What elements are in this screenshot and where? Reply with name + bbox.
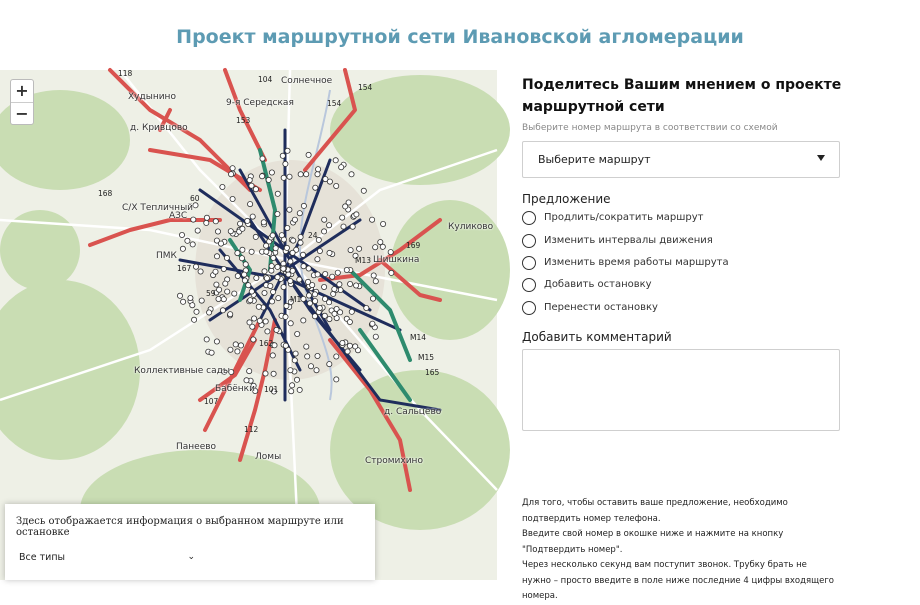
stop-marker[interactable]: [195, 228, 200, 233]
stop-marker[interactable]: [199, 298, 204, 303]
place-label: С/Х Тепличный: [122, 203, 194, 213]
stop-marker[interactable]: [380, 244, 385, 249]
stop-marker[interactable]: [220, 308, 225, 313]
stop-marker[interactable]: [245, 218, 250, 223]
stop-marker[interactable]: [214, 254, 219, 259]
stop-marker[interactable]: [315, 257, 320, 262]
radio-button[interactable]: [522, 278, 536, 292]
stop-marker[interactable]: [233, 342, 238, 347]
info-text: Здесь отображается информация о выбранном маршруте или остановке: [16, 516, 344, 538]
stop-marker[interactable]: [304, 344, 309, 349]
stop-marker[interactable]: [327, 223, 332, 228]
option-label: Изменить интервалы движения: [544, 235, 713, 246]
stop-marker[interactable]: [265, 329, 270, 334]
stop-marker[interactable]: [287, 207, 292, 212]
stop-marker[interactable]: [323, 271, 328, 276]
stop-marker[interactable]: [250, 214, 255, 219]
route-number-label: 154: [327, 99, 342, 108]
radio-button[interactable]: [522, 256, 536, 270]
stop-marker[interactable]: [334, 354, 339, 359]
stop-marker[interactable]: [263, 319, 268, 324]
stop-marker[interactable]: [246, 283, 251, 288]
stop-marker[interactable]: [242, 278, 247, 283]
stop-marker[interactable]: [283, 314, 288, 319]
route-number-label: 101: [264, 385, 279, 394]
stop-marker[interactable]: [289, 389, 294, 394]
stop-marker[interactable]: [292, 217, 297, 222]
stop-marker[interactable]: [221, 266, 226, 271]
stop-marker[interactable]: [327, 362, 332, 367]
stop-marker[interactable]: [193, 203, 198, 208]
stop-marker[interactable]: [297, 387, 302, 392]
route-number-label: 169: [406, 241, 421, 250]
stop-marker[interactable]: [370, 217, 375, 222]
stop-marker[interactable]: [334, 377, 339, 382]
stop-marker[interactable]: [316, 167, 321, 172]
stop-marker[interactable]: [281, 266, 286, 271]
stop-marker[interactable]: [270, 233, 275, 238]
stop-marker[interactable]: [288, 278, 293, 283]
stop-marker[interactable]: [275, 191, 280, 196]
stop-marker[interactable]: [317, 248, 322, 253]
stop-marker[interactable]: [339, 165, 344, 170]
stop-marker[interactable]: [348, 281, 353, 286]
stop-marker[interactable]: [315, 272, 320, 277]
stop-marker[interactable]: [194, 309, 199, 314]
stop-marker[interactable]: [223, 281, 228, 286]
stop-marker[interactable]: [293, 351, 298, 356]
place-label: Куликово: [448, 222, 494, 232]
stop-marker[interactable]: [340, 215, 345, 220]
stop-marker[interactable]: [287, 174, 292, 179]
stop-marker[interactable]: [285, 148, 290, 153]
stop-marker[interactable]: [294, 377, 299, 382]
stop-marker[interactable]: [361, 188, 366, 193]
stop-marker[interactable]: [252, 316, 257, 321]
place-label: д. Кривцово: [130, 123, 188, 133]
stop-marker[interactable]: [327, 250, 332, 255]
stop-marker[interactable]: [314, 368, 319, 373]
comment-label: Добавить комментарий: [522, 330, 672, 344]
stop-marker[interactable]: [295, 331, 300, 336]
stop-marker[interactable]: [276, 296, 281, 301]
stop-marker[interactable]: [389, 270, 394, 275]
stop-marker[interactable]: [307, 301, 312, 306]
stop-marker[interactable]: [240, 247, 245, 252]
stop-marker[interactable]: [290, 383, 295, 388]
place-label: Солнечное: [281, 76, 333, 86]
stop-marker[interactable]: [344, 267, 349, 272]
stop-marker[interactable]: [373, 245, 378, 250]
stop-marker[interactable]: [334, 183, 339, 188]
stop-marker[interactable]: [204, 215, 209, 220]
zoom-in-button[interactable]: +: [15, 81, 29, 100]
stop-marker[interactable]: [304, 172, 309, 177]
stop-marker[interactable]: [275, 264, 280, 269]
proposal-label: Предложение: [522, 192, 611, 206]
stop-marker[interactable]: [305, 354, 310, 359]
stop-marker[interactable]: [247, 178, 252, 183]
stop-marker[interactable]: [306, 152, 311, 157]
stop-marker[interactable]: [213, 269, 218, 274]
stop-marker[interactable]: [228, 229, 233, 234]
stop-marker[interactable]: [260, 174, 265, 179]
stop-marker[interactable]: [235, 349, 240, 354]
stop-marker[interactable]: [242, 272, 247, 277]
stop-marker[interactable]: [313, 299, 318, 304]
stop-marker[interactable]: [256, 304, 261, 309]
stop-marker[interactable]: [254, 275, 259, 280]
stop-marker[interactable]: [262, 290, 267, 295]
stop-marker[interactable]: [291, 238, 296, 243]
route-number-label: 153: [236, 116, 251, 125]
stop-marker[interactable]: [247, 320, 252, 325]
stop-marker[interactable]: [313, 185, 318, 190]
stop-marker[interactable]: [213, 219, 218, 224]
place-label: Ломы: [255, 452, 282, 462]
stop-marker[interactable]: [230, 166, 235, 171]
type-filter-value: Все типы: [19, 552, 66, 563]
zoom-control: [10, 79, 34, 125]
stop-marker[interactable]: [257, 318, 262, 323]
suburban-route-line[interactable]: [90, 220, 220, 245]
stop-marker[interactable]: [349, 172, 354, 177]
stop-marker[interactable]: [271, 289, 276, 294]
stop-marker[interactable]: [347, 343, 352, 348]
stop-marker[interactable]: [270, 353, 275, 358]
caret-down-icon: [817, 155, 825, 161]
stop-marker[interactable]: [253, 234, 258, 239]
stop-marker[interactable]: [248, 298, 253, 303]
stop-marker[interactable]: [305, 279, 310, 284]
phone-confirmation-note: [522, 496, 838, 605]
stop-marker[interactable]: [354, 283, 359, 288]
stop-marker[interactable]: [275, 275, 280, 280]
stop-marker[interactable]: [275, 211, 280, 216]
place-label: Стромихино: [365, 456, 423, 466]
stop-marker[interactable]: [312, 314, 317, 319]
option-label: Перенести остановку: [544, 302, 658, 313]
stop-marker[interactable]: [288, 368, 293, 373]
stop-marker[interactable]: [207, 310, 212, 315]
stop-marker[interactable]: [327, 317, 332, 322]
stop-marker[interactable]: [248, 202, 253, 207]
stop-marker[interactable]: [273, 246, 278, 251]
stop-marker[interactable]: [288, 259, 293, 264]
stop-marker[interactable]: [249, 289, 254, 294]
stop-marker[interactable]: [340, 340, 345, 345]
stop-marker[interactable]: [264, 276, 269, 281]
stop-marker[interactable]: [193, 264, 198, 269]
route-number-label: 59: [206, 289, 216, 298]
option-label: Продлить/сократить маршрут: [544, 212, 704, 223]
stop-marker[interactable]: [370, 296, 375, 301]
stop-marker[interactable]: [253, 187, 258, 192]
stop-marker[interactable]: [347, 319, 352, 324]
stop-marker[interactable]: [335, 270, 340, 275]
stop-marker[interactable]: [338, 310, 343, 315]
stop-marker[interactable]: [349, 309, 354, 314]
stop-marker[interactable]: [228, 347, 233, 352]
route-number-label: 107: [204, 397, 219, 406]
stop-marker[interactable]: [240, 226, 245, 231]
stop-marker[interactable]: [371, 273, 376, 278]
stop-marker[interactable]: [218, 241, 223, 246]
stop-marker[interactable]: [317, 305, 322, 310]
chevron-down-icon: ⌄: [187, 552, 195, 562]
stop-marker[interactable]: [312, 292, 317, 297]
stop-marker[interactable]: [266, 177, 271, 182]
stop-marker[interactable]: [232, 291, 237, 296]
radio-button[interactable]: [522, 211, 536, 225]
stop-marker[interactable]: [238, 343, 243, 348]
stop-marker[interactable]: [224, 255, 229, 260]
stop-marker[interactable]: [373, 279, 378, 284]
stop-marker[interactable]: [269, 170, 274, 175]
note-line: Через несколько секунд вам поступит звонок. Трубку брать не нужно – просто введите в поле ниже последние 4 цифры входящего номера.: [522, 560, 834, 601]
stop-marker[interactable]: [315, 172, 320, 177]
stop-marker[interactable]: [204, 337, 209, 342]
stop-marker[interactable]: [229, 172, 234, 177]
stop-marker[interactable]: [192, 317, 197, 322]
stop-marker[interactable]: [322, 217, 327, 222]
place-label: Шишкина: [373, 255, 420, 265]
route-number-label: 154: [358, 83, 373, 92]
route-number-label: M15: [418, 353, 435, 362]
route-select[interactable]: [522, 141, 840, 178]
stop-marker[interactable]: [214, 282, 219, 287]
stop-marker[interactable]: [284, 303, 289, 308]
place-label: д. Сальцево: [384, 407, 442, 417]
route-number-label: 167: [177, 264, 192, 273]
zoom-out-button[interactable]: −: [11, 102, 33, 124]
stop-marker[interactable]: [283, 161, 288, 166]
stop-marker[interactable]: [292, 358, 297, 363]
radio-button[interactable]: [522, 234, 536, 248]
route-number-label: 165: [425, 368, 440, 377]
stop-marker[interactable]: [216, 296, 221, 301]
type-filter-select[interactable]: [19, 552, 195, 568]
stop-marker[interactable]: [214, 339, 219, 344]
stop-marker[interactable]: [364, 305, 369, 310]
stop-marker[interactable]: [286, 272, 291, 277]
place-label: Коллективные сады: [134, 366, 230, 376]
route-number-label: 118: [118, 69, 133, 78]
stop-marker[interactable]: [190, 242, 195, 247]
stop-marker[interactable]: [261, 220, 266, 225]
stop-marker[interactable]: [290, 268, 295, 273]
stop-marker[interactable]: [179, 232, 184, 237]
page-title: Проект маршрутной сети Ивановской агломерации: [176, 26, 744, 48]
stop-marker[interactable]: [300, 252, 305, 257]
stop-marker[interactable]: [190, 303, 195, 308]
stop-marker[interactable]: [343, 204, 348, 209]
stop-marker[interactable]: [271, 255, 276, 260]
stop-marker[interactable]: [181, 299, 186, 304]
place-label: Худынино: [128, 92, 176, 102]
route-number-label: 60: [190, 194, 200, 203]
stop-marker[interactable]: [235, 251, 240, 256]
stop-marker[interactable]: [373, 334, 378, 339]
stop-marker[interactable]: [290, 250, 295, 255]
stop-marker[interactable]: [251, 337, 256, 342]
stop-marker[interactable]: [298, 240, 303, 245]
stop-marker[interactable]: [221, 297, 226, 302]
stop-marker[interactable]: [274, 327, 279, 332]
stop-marker[interactable]: [283, 343, 288, 348]
stop-marker[interactable]: [327, 179, 332, 184]
stop-marker[interactable]: [281, 285, 286, 290]
stop-marker[interactable]: [353, 344, 358, 349]
stop-marker[interactable]: [298, 234, 303, 239]
stop-marker[interactable]: [297, 211, 302, 216]
stop-marker[interactable]: [308, 364, 313, 369]
route-number-label: 104: [258, 75, 273, 84]
stop-marker[interactable]: [260, 156, 265, 161]
stop-marker[interactable]: [204, 220, 209, 225]
stop-marker[interactable]: [381, 221, 386, 226]
stop-marker[interactable]: [341, 224, 346, 229]
stop-marker[interactable]: [301, 264, 306, 269]
stop-marker[interactable]: [306, 266, 311, 271]
suburban-route-line[interactable]: [380, 260, 440, 300]
stop-marker[interactable]: [297, 277, 302, 282]
stop-marker[interactable]: [301, 296, 306, 301]
stop-marker[interactable]: [268, 283, 273, 288]
stop-marker[interactable]: [269, 263, 274, 268]
stop-marker[interactable]: [301, 318, 306, 323]
stop-marker[interactable]: [249, 249, 254, 254]
place-label: Панеево: [176, 442, 217, 452]
route-number-label: M14: [410, 333, 427, 342]
stop-marker[interactable]: [285, 225, 290, 230]
stop-marker[interactable]: [235, 273, 240, 278]
stop-marker[interactable]: [249, 183, 254, 188]
stop-marker[interactable]: [188, 295, 193, 300]
stop-marker[interactable]: [350, 224, 355, 229]
stop-marker[interactable]: [280, 153, 285, 158]
stop-marker[interactable]: [228, 312, 233, 317]
stop-marker[interactable]: [388, 250, 393, 255]
route-number-label: 168: [98, 189, 113, 198]
comment-textarea[interactable]: [522, 349, 840, 431]
stop-marker[interactable]: [357, 246, 362, 251]
stop-marker[interactable]: [322, 284, 327, 289]
stop-marker[interactable]: [337, 282, 342, 287]
stop-marker[interactable]: [279, 233, 284, 238]
note-line: Для того, чтобы оставить ваше предложение, необходимо подтвердить номер телефона.: [522, 498, 788, 524]
place-label: АЗС: [169, 211, 188, 221]
stop-marker[interactable]: [345, 349, 350, 354]
stop-marker[interactable]: [370, 321, 375, 326]
option-label: Изменить время работы маршрута: [544, 257, 729, 268]
route-number-label: M13: [355, 256, 372, 265]
stop-marker[interactable]: [230, 196, 235, 201]
stop-marker[interactable]: [191, 217, 196, 222]
stop-marker[interactable]: [284, 245, 289, 250]
selection-info-panel: [5, 504, 375, 580]
stop-marker[interactable]: [288, 321, 293, 326]
stop-marker[interactable]: [322, 313, 327, 318]
stop-marker[interactable]: [238, 221, 243, 226]
place-label: Бабёнки: [215, 384, 255, 394]
stop-marker[interactable]: [217, 287, 222, 292]
stop-marker[interactable]: [244, 378, 249, 383]
stop-marker[interactable]: [264, 249, 269, 254]
stop-marker[interactable]: [225, 289, 230, 294]
stop-marker[interactable]: [271, 371, 276, 376]
stop-marker[interactable]: [263, 371, 268, 376]
stop-marker[interactable]: [185, 238, 190, 243]
stop-marker[interactable]: [262, 269, 267, 274]
stop-marker[interactable]: [327, 300, 332, 305]
route-number-label: 162: [259, 339, 274, 348]
stop-marker[interactable]: [322, 229, 327, 234]
route-number-label: 24: [308, 231, 318, 240]
stop-marker[interactable]: [220, 184, 225, 189]
stop-marker[interactable]: [243, 262, 248, 267]
stop-marker[interactable]: [247, 369, 252, 374]
stop-marker[interactable]: [264, 243, 269, 248]
stop-marker[interactable]: [215, 229, 220, 234]
stop-marker[interactable]: [315, 353, 320, 358]
place-label: 9-я Середская: [226, 98, 294, 108]
stop-marker[interactable]: [354, 212, 359, 217]
route-number-label: M1: [290, 295, 302, 304]
radio-button[interactable]: [522, 301, 536, 315]
option-label: Добавить остановку: [544, 279, 652, 290]
route-hint: Выберите номер маршрута в соответствии со схемой: [522, 123, 778, 133]
stop-marker[interactable]: [177, 293, 182, 298]
stop-marker[interactable]: [348, 248, 353, 253]
stop-marker[interactable]: [209, 350, 214, 355]
route-select-value: Выберите маршрут: [538, 153, 651, 166]
stop-marker[interactable]: [198, 269, 203, 274]
stop-marker[interactable]: [180, 246, 185, 251]
stop-marker[interactable]: [281, 175, 286, 180]
stop-marker[interactable]: [330, 274, 335, 279]
stop-marker[interactable]: [270, 299, 275, 304]
note-line: Введите свой номер в окошке ниже и нажмите на кнопку "Подтвердить номер".: [522, 529, 784, 555]
stop-marker[interactable]: [306, 293, 311, 298]
route-number-label: 112: [244, 425, 259, 434]
stop-marker[interactable]: [239, 256, 244, 261]
stop-marker[interactable]: [332, 287, 337, 292]
stop-marker[interactable]: [333, 158, 338, 163]
stop-marker[interactable]: [298, 172, 303, 177]
place-label: ПМК: [156, 251, 177, 261]
stop-marker[interactable]: [301, 203, 306, 208]
form-title: Поделитесь Вашим мнением о проекте маршрутной сети: [522, 77, 842, 115]
